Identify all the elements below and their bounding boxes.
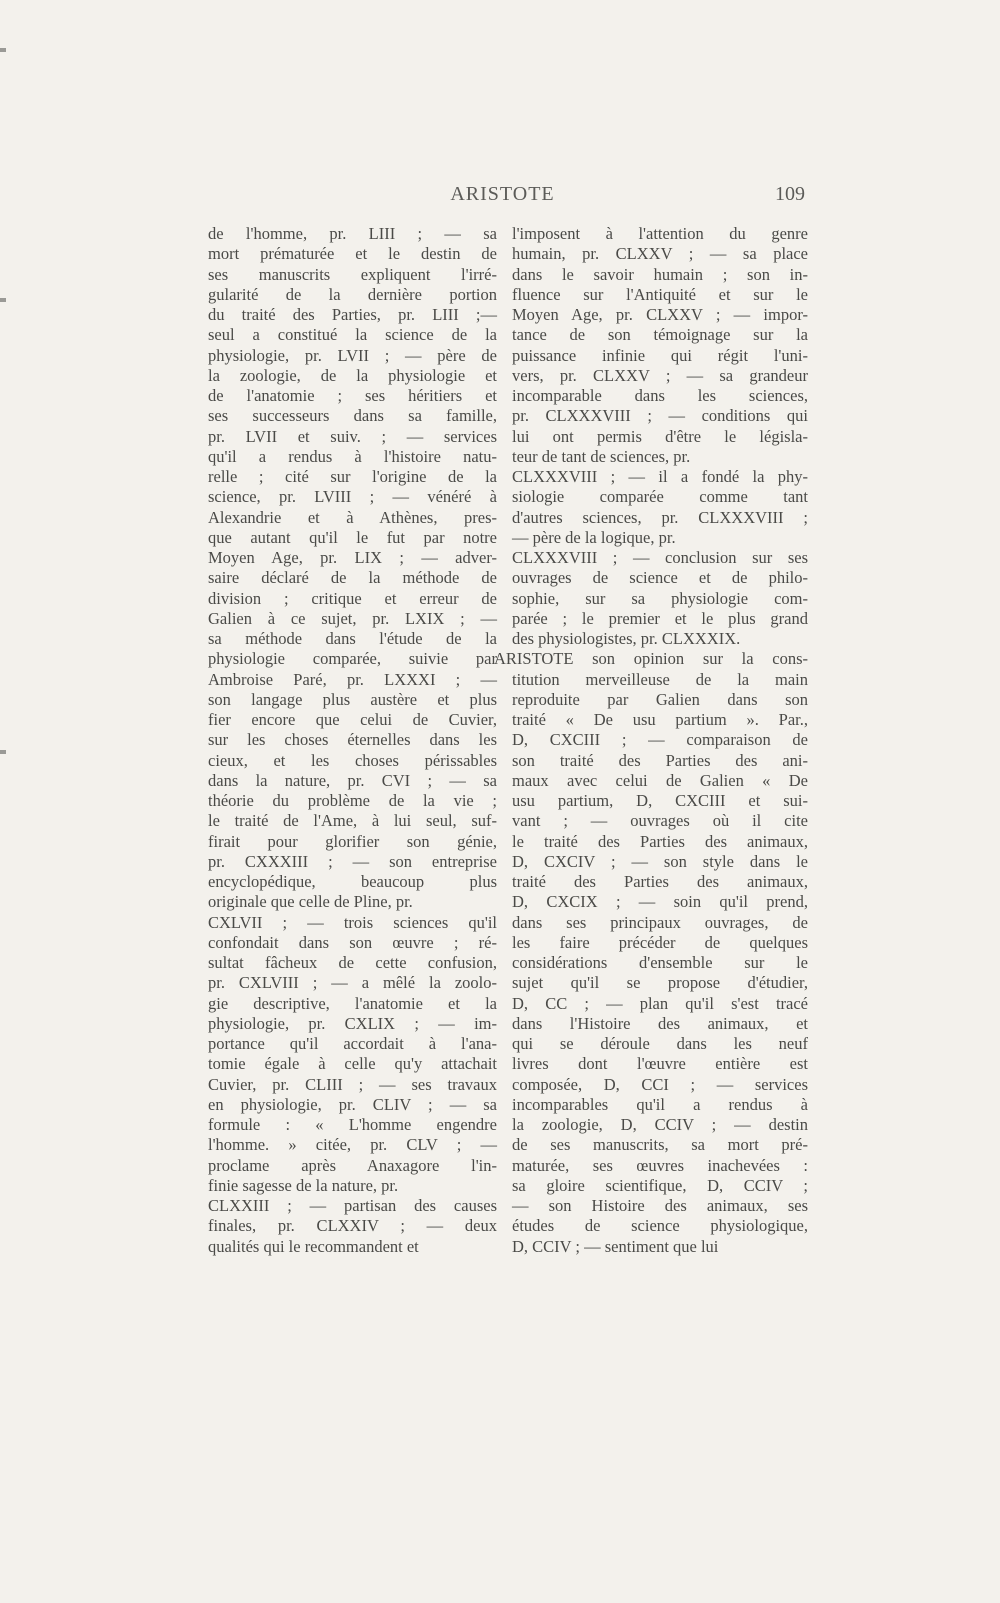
scan-edge-mark (0, 750, 6, 754)
index-line: — son Histoire des animaux, ses (512, 1196, 808, 1215)
index-line: ARISTOTE son opinion sur la cons- (494, 649, 808, 669)
index-line: qui se déroule dans les neuf (512, 1034, 808, 1053)
index-line: pr. LVII et suiv. ; — services (208, 426, 497, 446)
index-line: D, CXCIII ; — comparaison de (512, 730, 808, 750)
index-line: dans le savoir humain ; son in- (512, 264, 808, 284)
index-line: de l'anatomie ; ses héritiers et (208, 386, 497, 405)
index-line: pr. CXXXIII ; — son entreprise (208, 851, 497, 871)
index-line: Moyen Age, pr. LIX ; — adver- (208, 548, 497, 567)
index-line: maux avec celui de Galien « De (512, 770, 808, 790)
index-line: sultat fâcheux de cette confusion, (208, 953, 497, 972)
index-line: gie descriptive, l'anatomie et la (208, 993, 497, 1013)
index-line: dans l'Histoire des animaux, et (512, 1013, 808, 1033)
index-line: sophie, sur sa physiologie com- (512, 588, 808, 608)
index-line: gularité de la dernière portion (208, 284, 497, 304)
index-line: traité « De usu partium ». Par., (512, 710, 808, 729)
index-line: de l'homme, pr. LIII ; — sa (208, 224, 497, 243)
index-line: des physiologistes, pr. CLXXXIX. (512, 629, 741, 648)
index-line: D, CCIV ; — sentiment que lui (512, 1236, 719, 1256)
index-line: D, CXCIX ; — soin qu'il prend, (512, 892, 808, 912)
index-line: les faire précéder de quelques (512, 932, 808, 952)
index-line: cieux, et les choses périssables (208, 750, 497, 770)
index-line: son traité des Parties des ani- (512, 750, 808, 770)
index-column-left (208, 224, 497, 1257)
index-line: Alexandrie et à Athènes, pres- (208, 507, 497, 527)
scan-edge-mark (0, 48, 6, 52)
index-line: sa méthode dans l'étude de la (208, 629, 497, 648)
index-line: CXLVII ; — trois sciences qu'il (208, 912, 497, 932)
index-line: reproduite par Galien dans son (512, 689, 808, 709)
index-line: son langage plus austère et plus (208, 689, 497, 709)
index-line: CLXXIII ; — partisan des causes (208, 1196, 497, 1215)
index-line: mort prématurée et le destin de (208, 244, 497, 264)
index-line: maturée, ses œuvres inachevées : (512, 1155, 808, 1175)
index-line: humain, pr. CLXXV ; — sa place (512, 244, 808, 264)
index-line: encyclopédique, beaucoup plus (208, 872, 497, 891)
index-line: Ambroise Paré, pr. LXXXI ; — (208, 669, 497, 689)
index-line: vant ; — ouvrages où il cite (512, 811, 808, 831)
index-line: d'autres sciences, pr. CLXXXVIII ; (512, 507, 808, 527)
index-line: vers, pr. CLXXV ; — sa grandeur (512, 365, 808, 385)
index-line: l'imposent à l'attention du genre (512, 224, 808, 243)
index-line: la zoologie, D, CCIV ; — destin (512, 1115, 808, 1134)
index-line: incomparable dans les sciences, (512, 386, 808, 405)
index-line: qualités qui le recommandent et (208, 1236, 419, 1256)
index-line: parée ; le premier et le plus grand (512, 608, 808, 628)
index-line: pr. CXLVIII ; — a mêlé la zoolo- (208, 973, 497, 993)
index-line: firait pour glorifier son génie, (208, 831, 497, 851)
index-line: tomie égale à celle qu'y attachait (208, 1054, 497, 1074)
index-line: le traité de l'Ame, à lui seul, suf- (208, 811, 497, 831)
index-line: originale que celle de Pline, pr. (208, 892, 413, 912)
index-line: finie sagesse de la nature, pr. (208, 1175, 399, 1195)
index-column-right (494, 224, 808, 1257)
index-line: de ses manuscrits, sa mort pré- (512, 1135, 808, 1155)
index-line: siologie comparée comme tant (512, 487, 808, 507)
index-line: incomparables qu'il a rendus à (512, 1094, 808, 1114)
page-number: 109 (775, 183, 805, 205)
index-line: la zoologie, de la physiologie et (208, 365, 497, 385)
index-line: titution merveilleuse de la main (512, 669, 808, 689)
index-line: CLXXXVIII ; — conclusion sur ses (512, 548, 808, 567)
index-line: lui ont permis d'être le législa- (512, 426, 808, 446)
index-line: pr. CLXXXVIII ; — conditions qui (512, 406, 808, 426)
index-line: livres dont l'œuvre entière est (512, 1054, 808, 1074)
index-line: traité des Parties des animaux, (512, 872, 808, 891)
index-line: — père de la logique, pr. (512, 527, 676, 547)
index-line: division ; critique et erreur de (208, 588, 497, 608)
index-line: fluence sur l'Antiquité et sur le (512, 284, 808, 304)
index-line: confondait dans son œuvre ; ré- (208, 932, 497, 952)
index-line: dans la nature, pr. CVI ; — sa (208, 770, 497, 790)
index-line: finales, pr. CLXXIV ; — deux (208, 1216, 497, 1236)
index-line: le traité des Parties des animaux, (512, 831, 808, 851)
index-line: science, pr. LVIII ; — vénéré à (208, 487, 497, 507)
index-line: dans ses principaux ouvrages, de (512, 912, 808, 932)
running-title: ARISTOTE (450, 183, 555, 205)
index-line: saire déclaré de la méthode de (208, 568, 497, 588)
scan-edge-mark (0, 298, 6, 302)
index-line: seul a constitué la science de la (208, 325, 497, 345)
index-line: sujet qu'il se propose d'étudier, (512, 973, 808, 993)
index-line: CLXXXVIII ; — il a fondé la phy- (512, 467, 808, 486)
index-line: D, CC ; — plan qu'il s'est tracé (512, 993, 808, 1013)
index-line: physiologie comparée, suivie par (208, 649, 497, 669)
index-line: du traité des Parties, pr. LIII ;— (208, 305, 497, 324)
index-line: formule : « L'homme engendre (208, 1115, 497, 1134)
index-line: Galien à ce sujet, pr. LXIX ; — (208, 608, 497, 628)
index-line: qu'il a rendus à l'histoire natu- (208, 446, 497, 466)
index-line: relle ; cité sur l'origine de la (208, 467, 497, 486)
index-line: tance de son témoignage sur la (512, 325, 808, 345)
index-line: que autant qu'il le fut par notre (208, 527, 497, 547)
index-line: ses manuscrits expliquent l'irré- (208, 264, 497, 284)
index-line: composée, D, CCI ; — services (512, 1074, 808, 1094)
index-line: portance qu'il accordait à l'ana- (208, 1034, 497, 1053)
index-line: théorie du problème de la vie ; (208, 791, 497, 810)
index-line: proclame après Anaxagore l'in- (208, 1155, 497, 1175)
index-line: ouvrages de science et de philo- (512, 568, 808, 588)
index-line: physiologie, pr. CXLIX ; — im- (208, 1013, 497, 1033)
index-line: considérations d'ensemble sur le (512, 953, 808, 972)
index-line: ses successeurs dans sa famille, (208, 406, 497, 426)
index-line: puissance infinie qui régit l'uni- (512, 345, 808, 365)
index-line: D, CXCIV ; — son style dans le (512, 851, 808, 871)
index-line: Moyen Age, pr. CLXXV ; — impor- (512, 305, 808, 324)
index-line: sa gloire scientifique, D, CCIV ; (512, 1175, 808, 1195)
index-line: en physiologie, pr. CLIV ; — sa (208, 1094, 497, 1114)
index-line: physiologie, pr. LVII ; — père de (208, 345, 497, 365)
index-line: Cuvier, pr. CLIII ; — ses travaux (208, 1074, 497, 1094)
index-line: l'homme. » citée, pr. CLV ; — (208, 1135, 497, 1155)
index-line: teur de tant de sciences, pr. (512, 446, 691, 466)
index-line: usu partium, D, CXCIII et sui- (512, 791, 808, 810)
index-line: sur les choses éternelles dans les (208, 730, 497, 750)
running-head (200, 183, 805, 207)
index-line: fier encore que celui de Cuvier, (208, 710, 497, 729)
index-line: études de science physiologique, (512, 1216, 808, 1236)
